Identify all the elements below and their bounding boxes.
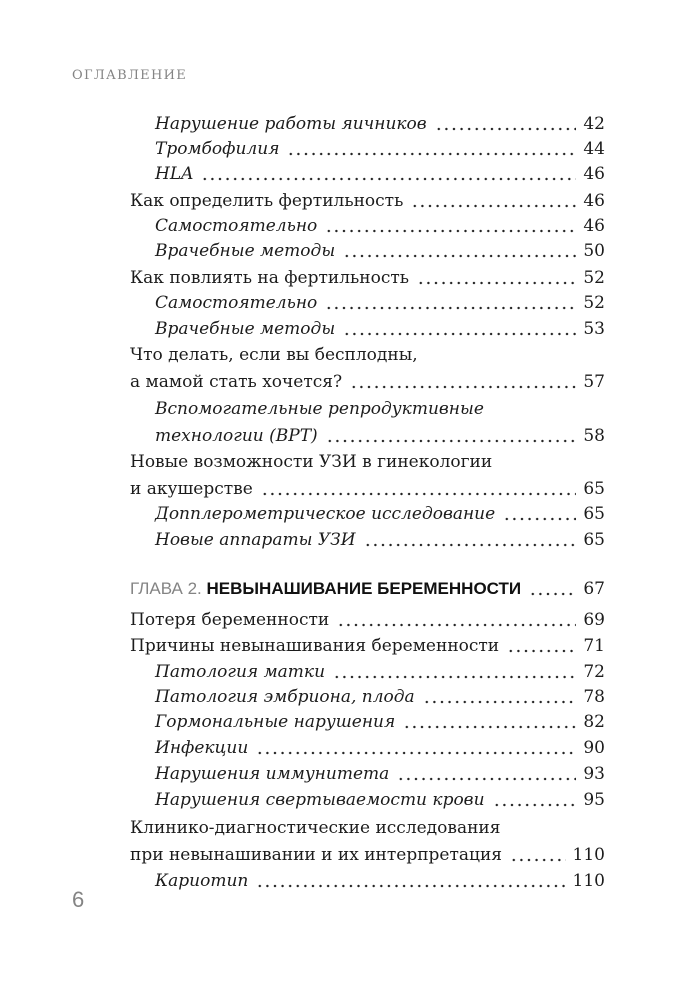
toc-entry-last-line: [130, 476, 605, 502]
toc-entry-title-line: Вспомогательные репродуктивные: [155, 399, 484, 419]
toc-subentry: [155, 709, 605, 735]
toc-subentry: [155, 684, 605, 710]
toc-entry-title: Нарушения иммунитета: [155, 764, 390, 784]
toc-entry-last-line: [130, 842, 605, 868]
toc-entry-title: Врачебные методы: [155, 319, 336, 339]
toc-entry-title: Потеря беременности: [130, 610, 330, 630]
toc-entry-page: 82: [583, 712, 605, 732]
toc-subentry: [155, 787, 605, 813]
toc-entry-title: Патология матки: [155, 662, 326, 682]
toc-entry-page: 110: [572, 871, 605, 891]
toc-entry-title: HLA: [155, 164, 194, 184]
toc-entry-page: 65: [583, 479, 605, 499]
toc-entry-page: 44: [583, 139, 605, 159]
toc-entry-page: 69: [583, 610, 605, 630]
toc-entry-title: Кариотип: [155, 871, 249, 891]
toc-entry-title: Самостоятельно: [155, 293, 318, 313]
toc-entry-title: Тромбофилия: [155, 139, 280, 159]
toc-entry-title: Нарушения свертываемости крови: [155, 790, 485, 810]
chapter-heading: [130, 576, 605, 602]
toc-entry: [130, 815, 605, 868]
dot-leader: [256, 884, 565, 888]
toc-entry-title-line: Клинико-диагностические исследования: [130, 818, 501, 838]
toc-entry: [130, 633, 605, 659]
dot-leader: [326, 439, 577, 443]
toc-entry-page: 46: [583, 191, 605, 211]
toc-entry-title: Гормональные нарушения: [155, 712, 396, 732]
toc-entry-page: 53: [583, 319, 605, 339]
toc-subentry: [155, 111, 605, 137]
chapter-label: ГЛАВА 2.: [130, 579, 202, 598]
toc-subentry: [155, 136, 605, 162]
toc-entry-page: 110: [572, 845, 605, 865]
toc-entry: [130, 449, 605, 502]
chapter-heading-text: [130, 576, 521, 602]
toc-entry-page: 72: [583, 662, 605, 682]
chapter-page: 67: [583, 579, 605, 599]
toc-entry-page: 65: [583, 530, 605, 550]
dot-leader: [507, 649, 576, 653]
toc-entry-page: 78: [583, 687, 605, 707]
toc-entry: [130, 265, 605, 291]
dot-leader: [529, 592, 576, 596]
dot-leader: [201, 177, 576, 181]
dot-leader: [337, 623, 576, 627]
toc-entry-title: Допплерометрическое исследование: [155, 504, 496, 524]
toc-subentry: [155, 761, 605, 787]
dot-leader: [333, 675, 576, 679]
toc-entry-page: 46: [583, 164, 605, 184]
toc-entry-title: Врачебные методы: [155, 241, 336, 261]
toc-subentry: [155, 213, 605, 239]
dot-leader: [325, 229, 576, 233]
toc-entry-page: 52: [583, 268, 605, 288]
toc-subentry: [155, 868, 605, 894]
toc-entry-title-line: при невынашивании и их интерпретация: [130, 845, 503, 865]
dot-leader: [397, 777, 576, 781]
toc-subentry: [155, 316, 605, 342]
toc-entry-page: 65: [583, 504, 605, 524]
toc-entry-title-line: Новые возможности УЗИ в гинекологии: [130, 452, 493, 472]
toc-subentry: [155, 527, 605, 553]
dot-leader: [256, 751, 576, 755]
toc-entry-page: 93: [583, 764, 605, 784]
running-head: ОГЛАВЛЕНИЕ: [72, 68, 188, 83]
dot-leader: [503, 517, 576, 521]
toc-entry-title: Причины невынашивания беременности: [130, 636, 500, 656]
toc-entry-title: Как повлиять на фертильность: [130, 268, 410, 288]
dot-leader: [343, 332, 576, 336]
toc-entry-title-line: технологии (ВРТ): [155, 426, 318, 446]
toc-entry: [130, 188, 605, 214]
dot-leader: [343, 254, 576, 258]
toc-entry-page: 90: [583, 738, 605, 758]
dot-leader: [325, 306, 576, 310]
toc-subentry: [155, 290, 605, 316]
toc-entry-title: Инфекции: [155, 738, 249, 758]
toc-entry-page: 71: [583, 636, 605, 656]
dot-leader: [411, 204, 576, 208]
page-number: 6: [72, 887, 85, 912]
toc-entry-page: 57: [583, 372, 605, 392]
toc-entry-page: 42: [583, 114, 605, 134]
toc-subentry: [155, 396, 605, 449]
dot-leader: [417, 281, 576, 285]
toc-subentry: [155, 659, 605, 685]
toc-entry-page: 46: [583, 216, 605, 236]
toc-subentry: [155, 501, 605, 527]
toc-entry-title-line: Что делать, если вы бесплодны,: [130, 345, 418, 365]
chapter-title: НЕВЫНАШИВАНИЕ БЕРЕМЕННОСТИ: [206, 579, 522, 598]
toc-entry-last-line: [130, 369, 605, 395]
dot-leader: [403, 725, 576, 729]
toc-entry-title: Самостоятельно: [155, 216, 318, 236]
dot-leader: [364, 543, 577, 547]
toc-entry-page: 52: [583, 293, 605, 313]
dot-leader: [493, 803, 577, 807]
toc-entry-title: Нарушение работы яичников: [155, 114, 427, 134]
toc-entry-title-line: и акушерстве: [130, 479, 253, 499]
dot-leader: [435, 127, 577, 131]
toc-entry-title: Патология эмбриона, плода: [155, 687, 415, 707]
toc-entry-title: Как определить фертильность: [130, 191, 404, 211]
dot-leader: [423, 700, 577, 704]
toc-entry-page: 50: [583, 241, 605, 261]
toc-entry: [130, 342, 605, 395]
toc-entry-page: 58: [583, 426, 605, 446]
toc-entry-page: 95: [583, 790, 605, 810]
dot-leader: [261, 492, 577, 496]
toc-subentry: [155, 735, 605, 761]
dot-leader: [350, 385, 576, 389]
toc-entry: [130, 607, 605, 633]
toc-subentry: [155, 161, 605, 187]
dot-leader: [287, 152, 576, 156]
dot-leader: [510, 858, 566, 862]
toc-entry-title-line: а мамой стать хочется?: [130, 372, 343, 392]
toc-entry-last-line: [155, 423, 605, 449]
toc-subentry: [155, 238, 605, 264]
toc-entry-title: Новые аппараты УЗИ: [155, 530, 356, 550]
